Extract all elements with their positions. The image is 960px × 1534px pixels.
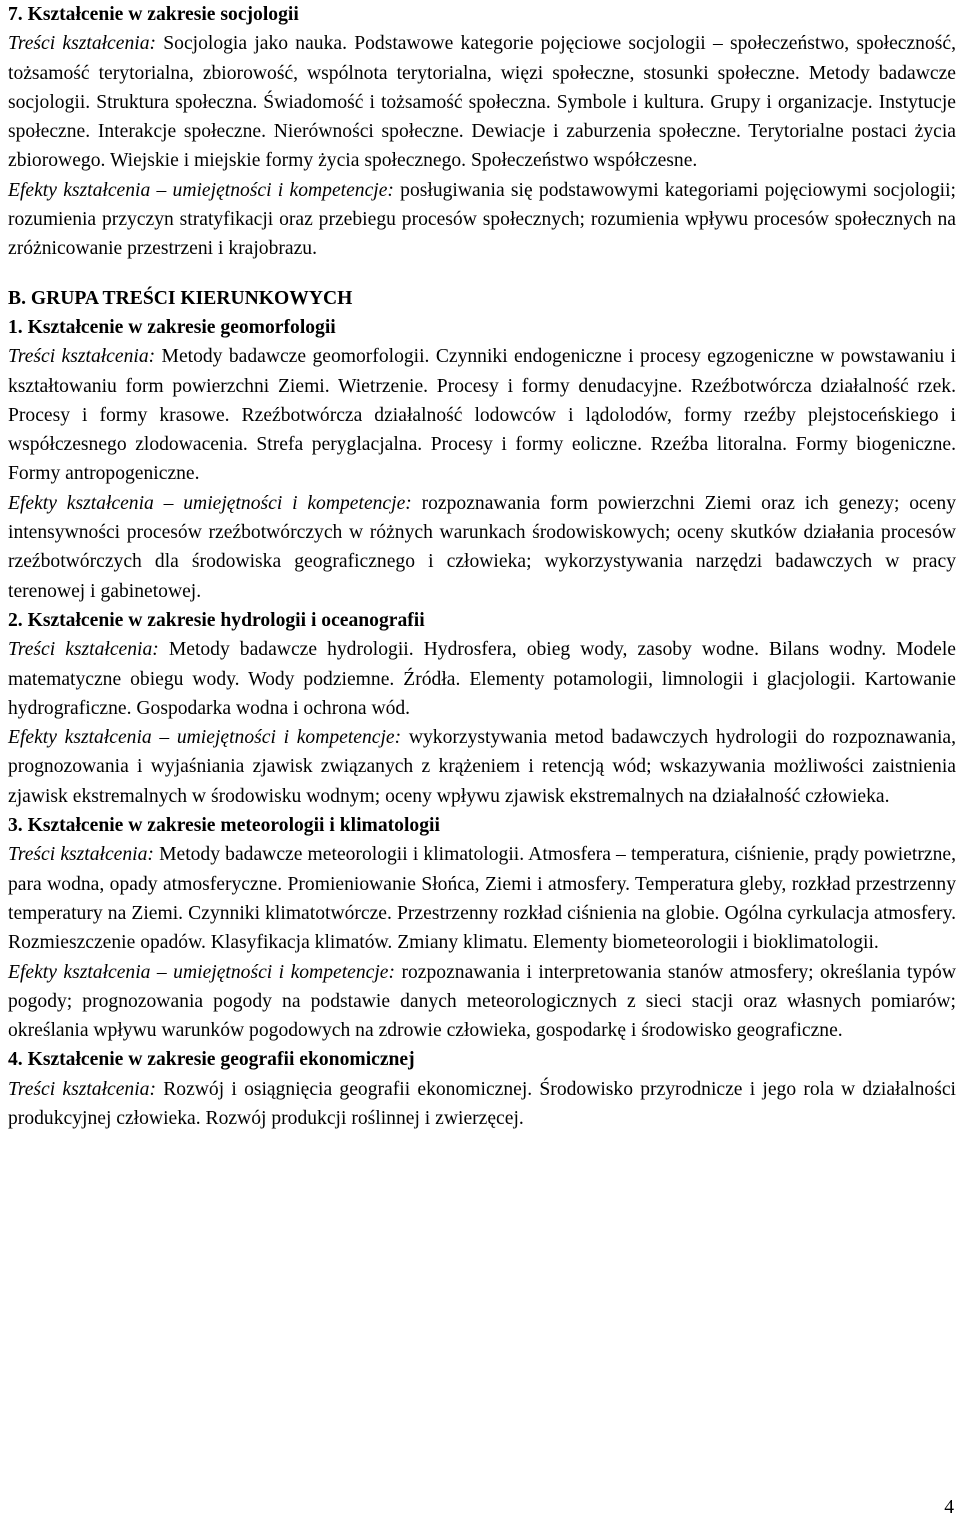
group-heading: B. GRUPA TREŚCI KIERUNKOWYCH (8, 287, 353, 309)
document-page (8, 0, 956, 1133)
effects-text: rozpoznawania i interpretowania stanów atmosfery; określania typów pogody; prognozowania pogody na podstawie danych meteorologicznych z sieci stacji oraz własnych pomiarów; określania wpływu warunków pogodowych na zdrowie człowieka, gospodarkę i środowisko geograficzne. (8, 961, 956, 1042)
content-label: Treści kształcenia: (8, 33, 157, 55)
content-paragraph (8, 1075, 956, 1134)
content-text: Metody badawcze geomorfologii. Czynniki endogeniczne i procesy egzogeniczne w powstawaniu i kształtowaniu form powierzchni Ziemi. Wietrzenie. Procesy i formy denudacyjne. Rzeźbotwórcza działalność rzek. Procesy i formy krasowe. Rzeźbotwórcza działalność lodowców i lądolodów, formy rzeźby plejstoceńskiego i współczesnego zlodowacenia. Strefa peryglacjalna. Procesy i formy eoliczne. Rzeźba litoralna. Formy biogeniczne. Formy antropogeniczne. (8, 346, 956, 485)
content-paragraph (8, 29, 956, 175)
effects-text: posługiwania się podstawowymi kategoriami pojęciowymi socjologii; rozumienia przyczyn stratyfikacji oraz przebiegu procesów społecznych; rozumienia wpływu procesów społecznych na zróżnicowanie przestrzeni i krajobrazu. (8, 179, 956, 260)
section-sociology (8, 0, 956, 264)
effects-paragraph (8, 958, 956, 1046)
page-number: 4 (944, 1497, 954, 1518)
effects-paragraph (8, 723, 956, 811)
content-label: Treści kształcenia: (8, 639, 159, 661)
section-heading: 1. Kształcenie w zakresie geomorfologii (8, 316, 336, 338)
effects-label: Efekty kształcenia – umiejętności i kompetencje: (8, 179, 394, 201)
content-paragraph (8, 635, 956, 723)
content-text: Metody badawcze meteorologii i klimatologii. Atmosfera – temperatura, ciśnienie, prądy powietrzne, para wodna, opady atmosferyczne. Promieniowanie Słońca, Ziemi i atmosfery. Temperatura gleby, rozkład przestrzenny temperatury na Ziemi. Czynniki klimatotwórcze. Przestrzenny rozkład ciśnienia na globie. Ogólna cyrkulacja atmosfery. Rozmieszczenie opadów. Klasyfikacja klimatów. Zmiany klimatu. Elementy biometeorologii i bioklimatologii. (8, 844, 956, 954)
content-label: Treści kształcenia: (8, 1078, 156, 1100)
effects-paragraph (8, 489, 956, 606)
section-heading: 3. Kształcenie w zakresie meteorologii i klimatologii (8, 815, 440, 837)
section-hydrology (8, 606, 956, 811)
section-meteorology (8, 811, 956, 1045)
effects-paragraph (8, 176, 956, 264)
effects-label: Efekty kształcenia – umiejętności i kompetencje: (8, 961, 396, 983)
section-heading: 7. Kształcenie w zakresie socjologii (8, 4, 299, 25)
content-text: Metody badawcze hydrologii. Hydrosfera, obieg wody, zasoby wodne. Bilans wodny. Modele matematyczne obiegu wody. Wody podziemne. Źródła. Elementy potamologii, limnologii i glacjologii. Kartowanie hydrograficzne. Gospodarka wodna i ochrona wód. (8, 639, 956, 719)
content-text: Socjologia jako nauka. Podstawowe kategorie pojęciowe socjologii – społeczeństwo, społeczność, tożsamość terytorialna, zbiorowość, wspólnota terytorialna, więzi społeczne, stosunki społeczne. Metody badawcze socjologii. Struktura społeczna. Świadomość i tożsamość społeczna. Symbole i kultura. Grupy i organizacje. Instytucje społeczne. Interakcje społeczne. Nierówności społeczne. Dewiacje i zaburzenia społeczne. Terytorialne postaci życia zbiorowego. Wiejskie i miejskie formy życia społecznego. Społeczeństwo współczesne. (8, 33, 956, 172)
content-label: Treści kształcenia: (8, 346, 156, 368)
content-paragraph (8, 342, 956, 488)
section-heading: 2. Kształcenie w zakresie hydrologii i oceanografii (8, 609, 425, 631)
content-paragraph (8, 840, 956, 957)
section-geomorphology (8, 313, 956, 606)
section-heading: 4. Kształcenie w zakresie geografii ekonomicznej (8, 1049, 415, 1071)
effects-label: Efekty kształcenia – umiejętności i kompetencje: (8, 727, 402, 749)
effects-text: wykorzystywania metod badawczych hydrologii do rozpoznawania, prognozowania i wyjaśniania zjawisk związanych z krążeniem i retencją wód; wskazywania możliwości zaistnienia zjawisk ekstremalnych w środowisku wodnym; oceny wpływu zjawisk ekstremalnych na działalność człowieka. (8, 727, 956, 807)
content-label: Treści kształcenia: (8, 844, 154, 866)
effects-label: Efekty kształcenia – umiejętności i kompetencje: (8, 492, 412, 514)
effects-text: rozpoznawania form powierzchni Ziemi oraz ich genezy; oceny intensywności procesów rzeźbotwórczych w różnych warunkach środowiskowych; oceny skutków działania procesów rzeźbotwórczych dla środowiska geograficznego i człowieka; wykorzystywania narzędzi badawczych w pracy terenowej i gabinetowej. (8, 492, 956, 602)
content-text: Rozwój i osiągnięcia geografii ekonomicznej. Środowisko przyrodnicze i jego rola w działalności produkcyjnej człowieka. Rozwój produkcji roślinnej i zwierzęcej. (8, 1078, 956, 1129)
spacer (8, 264, 956, 284)
section-economic-geography (8, 1045, 956, 1133)
